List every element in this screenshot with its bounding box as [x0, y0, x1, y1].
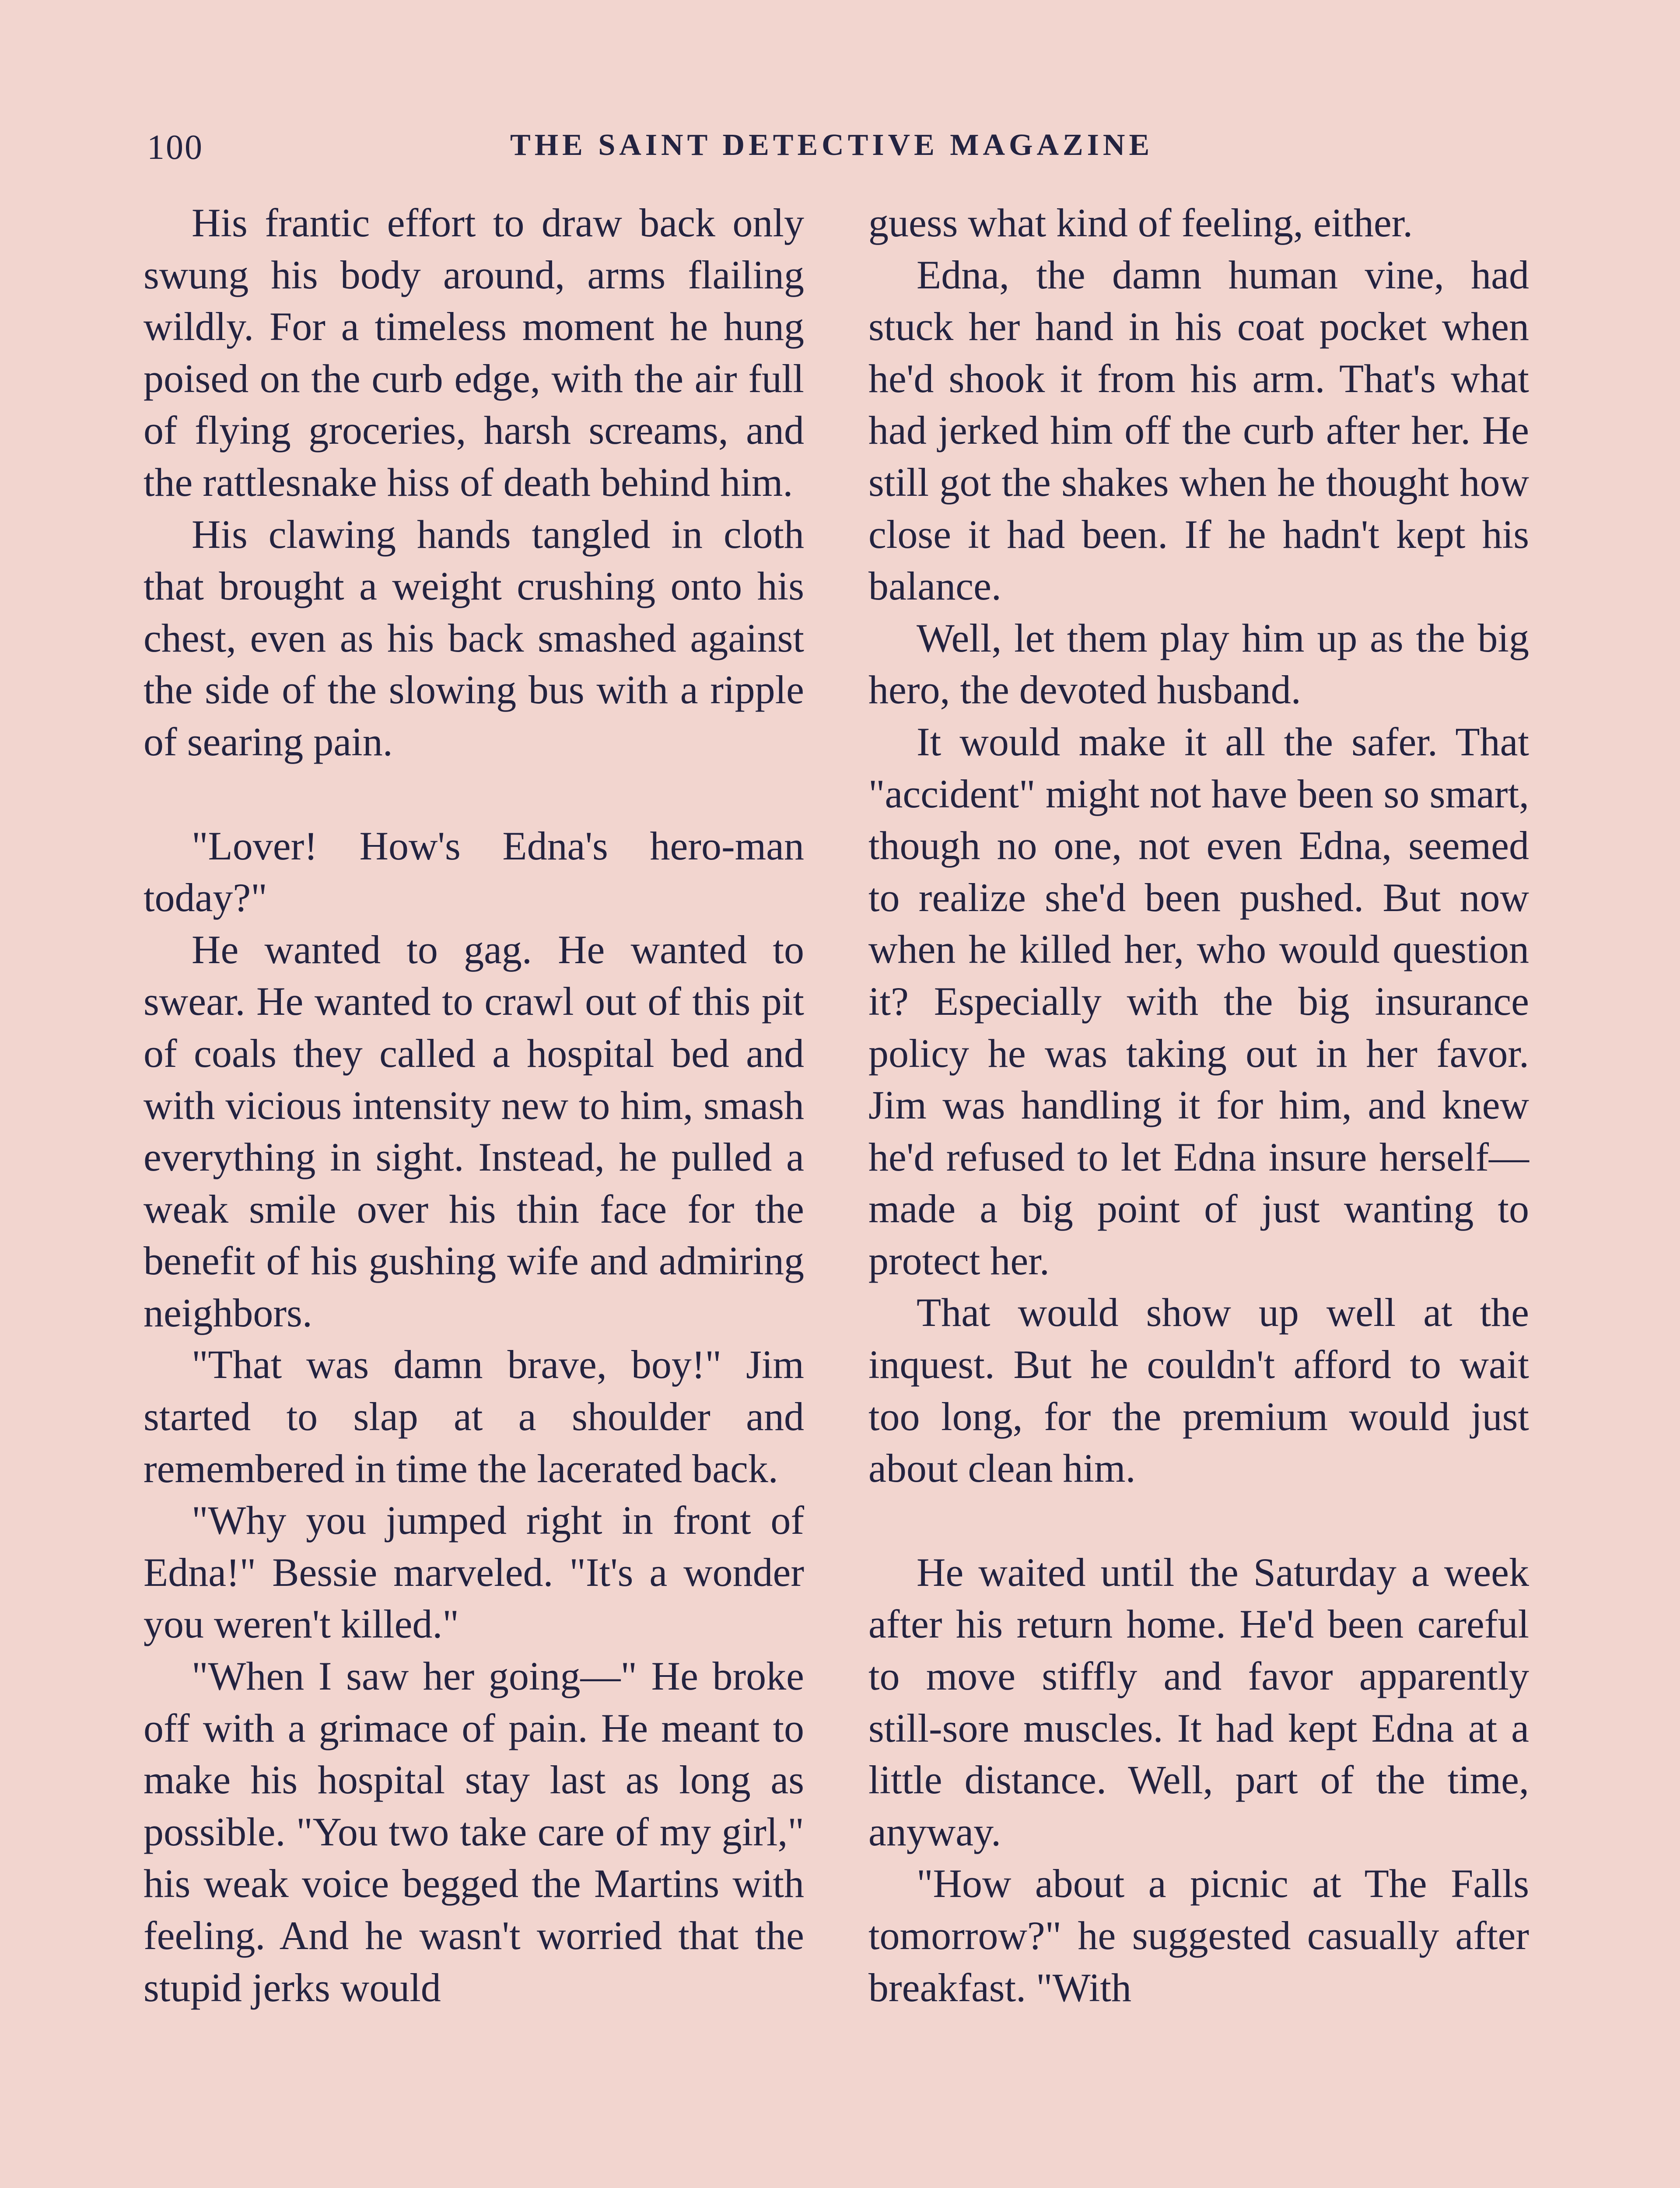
paragraph: "Lover! How's Edna's hero-man today?": [144, 823, 804, 920]
paragraph: "Why you jumped right in front of Edna!" Bessie marveled. "It's a wonder you weren't killed.": [144, 1498, 804, 1647]
paragraph: Well, let them play him up as the big hero, the devoted husband.: [868, 615, 1529, 712]
right-column: [868, 197, 1529, 2188]
paragraph: He waited until the Saturday a week after his return home. He'd been careful to move stiffly and favor apparently still-sore muscles. It had kept Edna at a little distance. Well, part of the time, anyway.: [868, 1550, 1529, 1854]
left-column: [144, 197, 804, 2188]
paragraph: "That was damn brave, boy!" Jim started to slap at a shoulder and remembered in time the lacerated back.: [144, 1342, 804, 1491]
paragraph: He wanted to gag. He wanted to swear. He wanted to crawl out of this pit of coals they called a hospital bed and with vicious intensity new to him, smash everything in sight. Instead, he pulled a weak smile over his thin face for the benefit of his gushing wife and admiring neighbors.: [144, 927, 804, 1335]
paragraph: "When I saw her going—" He broke off with a grimace of pain. He meant to make his hospital stay last as long as possible. "You two take care of my girl," his weak voice begged the Martins with feeling. And he wasn't worried that the stupid jerks would: [144, 1654, 804, 2010]
page-header: [147, 128, 1534, 180]
paragraph: Edna, the damn human vine, had stuck her hand in his coat pocket when he'd shook it from his arm. That's what had jerked him off the curb after her. He still got the shakes when he thought how close it had been. If he hadn't kept his balance.: [868, 252, 1529, 609]
paragraph: It would make it all the safer. That "accident" might not have been so smart, though no one, not even Edna, seemed to realize she'd been pushed. But now when he killed her, who would question it? Especially with the big insurance policy he was taking out in her favor. Jim was handling it for him, and knew he'd refused to let Edna insure herself—made a big point of just wanting to protect her.: [868, 719, 1529, 1283]
magazine-title: THE SAINT DETECTIVE MAGAZINE: [510, 128, 1154, 162]
paragraph: "How about a picnic at The Falls tomorrow?" he suggested casually after breakfast. "With: [868, 1861, 1529, 2010]
page-number: 100: [147, 128, 203, 167]
paragraph: His frantic effort to draw back only swung his body around, arms flailing wildly. For a timeless moment he hung poised on the curb edge, with the air full of flying groceries, harsh screams, and the rattlesnake hiss of death behind him.: [144, 200, 804, 505]
paragraph: His clawing hands tangled in cloth that brought a weight crushing onto his chest, even as his back smashed against the side of the slowing bus with a ripple of searing pain.: [144, 512, 804, 764]
paragraph: guess what kind of feeling, either.: [868, 200, 1413, 245]
paragraph: That would show up well at the inquest. But he couldn't afford to wait too long, for the premium would just about clean him.: [868, 1290, 1529, 1491]
